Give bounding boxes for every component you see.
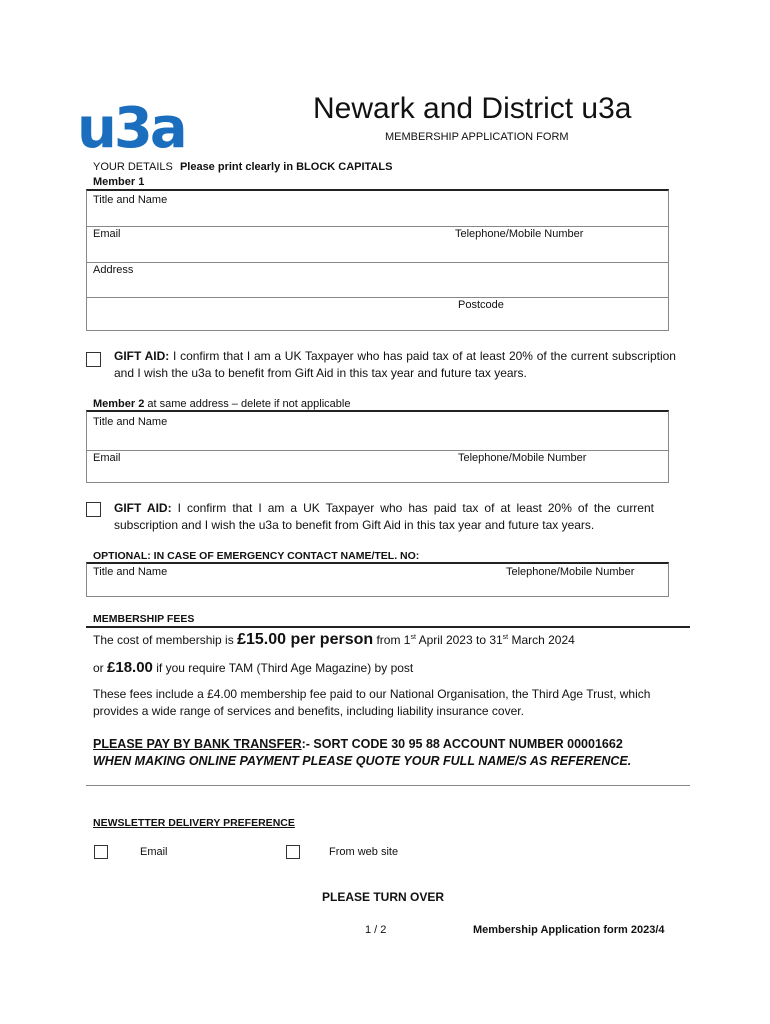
bank-transfer-label: PLEASE PAY BY BANK TRANSFER [93, 737, 302, 751]
newsletter-web-checkbox[interactable] [286, 845, 300, 859]
organisation-title: Newark and District u3a [313, 92, 632, 125]
fees-price-standard: £15.00 per person [237, 631, 374, 648]
newsletter-web-label: From web site [329, 846, 399, 858]
form-reference: Membership Application form 2023/4 [473, 924, 665, 936]
newsletter-heading: NEWSLETTER DELIVERY PREFERENCE [93, 817, 295, 829]
member1-box [86, 189, 669, 331]
emergency-heading: OPTIONAL: IN CASE OF EMERGENCY CONTACT NAME/TEL. NO: [93, 550, 420, 562]
emergency-telephone-field[interactable]: Telephone/Mobile Number [506, 566, 635, 578]
fees-date-from: from 1 [373, 633, 411, 647]
fees-date-to: April 2023 to 31 [415, 633, 503, 647]
fees-line1-text: The cost of membership is [93, 633, 238, 647]
fees-heading: MEMBERSHIP FEES [93, 613, 195, 625]
fees-info: These fees include a £4.00 membership fee paid to our National Organisation, the Third Age Trust, which provides a wide range of services and benefits, including liability insurance cover. [93, 687, 651, 718]
member2-gift-aid-checkbox[interactable] [86, 502, 101, 517]
fees-line-1 [93, 631, 575, 649]
details-intro-instruction: Please print clearly in BLOCK CAPITALS [179, 161, 393, 173]
fees-sup-1: st [410, 634, 416, 641]
emergency-title-name-field[interactable]: Title and Name [93, 566, 168, 578]
gift-aid-statement: I confirm that I am a UK Taxpayer who has paid tax of at least 20% of the current subscription and I wish the u3a to benefit from Gift Aid in this tax year and future tax years. [114, 349, 676, 380]
member2-heading-label: Member 2 [93, 398, 145, 410]
details-intro [93, 161, 392, 173]
fees-bottom-rule [86, 785, 690, 786]
member1-heading: Member 1 [93, 176, 145, 188]
member2-title-name-field[interactable]: Title and Name [93, 416, 168, 428]
member1-postcode-field[interactable]: Postcode [458, 299, 504, 311]
member1-telephone-field[interactable]: Telephone/Mobile Number [455, 228, 584, 240]
member1-email-field[interactable]: Email [93, 228, 121, 240]
fees-top-rule [86, 626, 690, 628]
page-number: 1 / 2 [365, 924, 387, 936]
u3a-logo [77, 101, 207, 156]
member2-telephone-field[interactable]: Telephone/Mobile Number [458, 452, 587, 464]
fees-price-tam: £18.00 [107, 659, 153, 676]
fees-sup-2: st [502, 634, 509, 641]
payment-reference: WHEN MAKING ONLINE PAYMENT PLEASE QUOTE YOUR FULL NAME/S AS REFERENCE. [93, 754, 632, 768]
turn-over-note: PLEASE TURN OVER [322, 890, 445, 904]
form-title: MEMBERSHIP APPLICATION FORM [385, 131, 569, 143]
member1-title-name-field[interactable]: Title and Name [93, 194, 168, 206]
bank-transfer-line [93, 737, 623, 751]
member2-note: at same address – delete if not applicable [144, 398, 351, 410]
gift-aid-statement-2: I confirm that I am a UK Taxpayer who has paid tax of at least 20% of the current subscription and I wish the u3a to benefit from Gift Aid in this tax year and future tax years. [114, 501, 654, 532]
fees-line2-text: if you require TAM (Third Age Magazine) by post [152, 661, 414, 675]
bank-details: :- SORT CODE 30 95 88 ACCOUNT NUMBER 00001662 [301, 737, 623, 751]
emergency-box [86, 562, 669, 597]
fees-line-2 [93, 659, 413, 676]
gift-aid-label-2: GIFT AID: [114, 501, 172, 515]
member2-heading [93, 398, 350, 410]
fees-line2-or: or [93, 661, 108, 675]
member2-email-field[interactable]: Email [93, 452, 121, 464]
newsletter-email-checkbox[interactable] [94, 845, 108, 859]
member1-address-field[interactable]: Address [93, 264, 134, 276]
member1-gift-aid-checkbox[interactable] [86, 352, 101, 367]
member2-box [86, 410, 669, 483]
gift-aid-label: GIFT AID: [114, 349, 170, 363]
newsletter-email-label: Email [140, 846, 168, 858]
details-intro-label: YOUR DETAILS [93, 161, 173, 173]
fees-date-end: March 2024 [508, 633, 575, 647]
member1-gift-aid-text [114, 348, 676, 382]
logo-text: u3a [77, 101, 185, 151]
member2-gift-aid-text [114, 500, 654, 534]
